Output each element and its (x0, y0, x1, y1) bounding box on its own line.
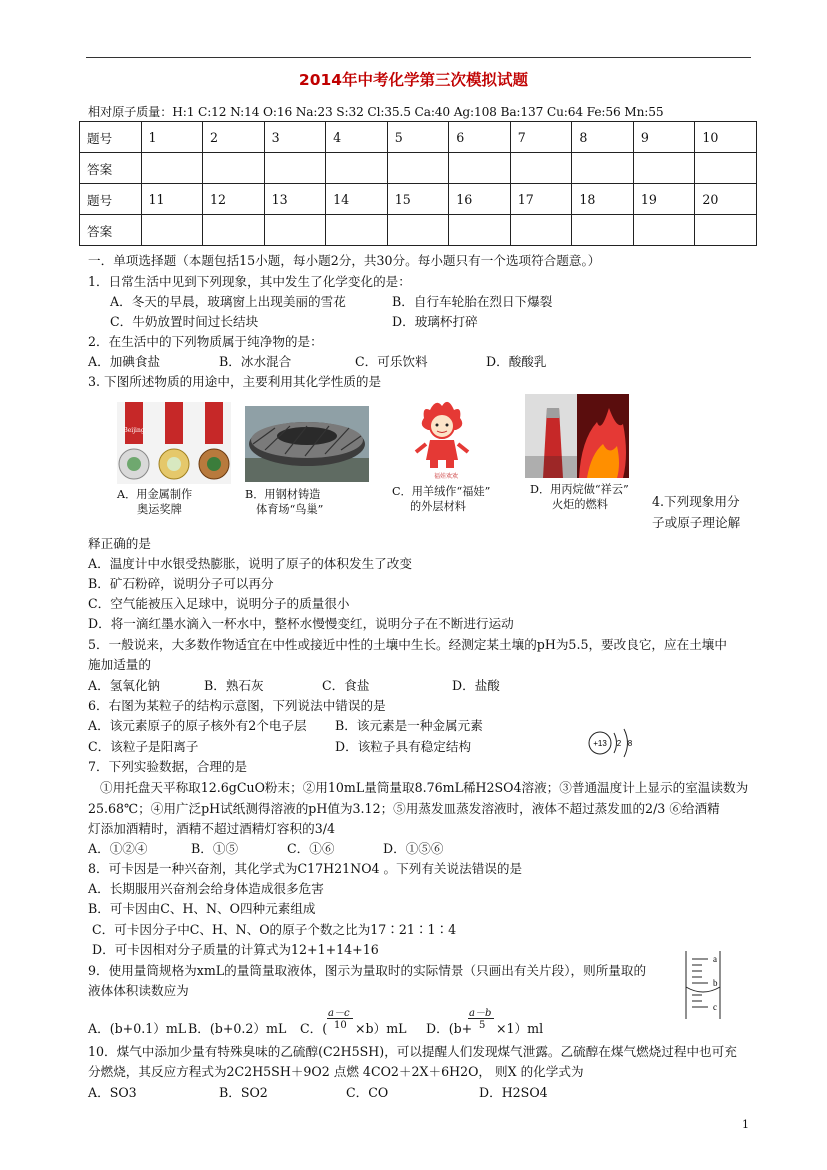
svg-text:Beijing: Beijing (123, 427, 145, 434)
answer-cell[interactable] (387, 153, 449, 184)
q3-caption-c1: C．用羊绒作“福娃” (392, 485, 491, 498)
q2-option-a: A．加碘食盐 (88, 354, 161, 369)
q6-option-d: D．该粒子具有稳定结构 (335, 739, 472, 754)
q8-stem: 8．可卡因是一种兴奋剂，其化学式为C17H21NO4 。下列有关说法错误的是 (88, 861, 523, 876)
q3-caption-d1: D．用丙烷做“祥云” (530, 483, 629, 496)
table-cell: 8 (572, 122, 634, 153)
q9-option-d-pre: D．(b+ (426, 1021, 473, 1036)
answer-cell[interactable] (633, 153, 695, 184)
q9-option-c-fraction-bar (327, 1018, 353, 1019)
table-cell: 12 (203, 184, 265, 215)
table-row (80, 184, 757, 215)
q7-line-1: ①用托盘天平称取12.6gCuO粉末；②用10mL量筒量取8.76mL稀H2SO4溶液；③普通温度计上显示的室温读数为 (100, 780, 749, 795)
table-cell: 6 (449, 122, 511, 153)
q5-option-c: C．食盐 (322, 678, 370, 693)
answer-cell[interactable] (510, 153, 572, 184)
answer-cell[interactable] (141, 153, 203, 184)
q8-option-a: A．长期服用兴奋剂会给身体造成很多危害 (88, 881, 324, 896)
q6-stem: 6．右图为某粒子的结构示意图，下列说法中错误的是 (88, 698, 386, 713)
shell1-label: 2 (616, 739, 622, 748)
answer-cell[interactable] (264, 215, 326, 246)
answer-cell[interactable] (141, 215, 203, 246)
row-label: 题号 (80, 122, 142, 153)
answer-cell[interactable] (387, 215, 449, 246)
q9-option-d-fraction-bar (468, 1018, 494, 1019)
table-cell: 5 (387, 122, 449, 153)
answer-cell[interactable] (449, 153, 511, 184)
table-cell: 15 (387, 184, 449, 215)
answer-cell[interactable] (695, 215, 757, 246)
table-cell: 14 (326, 184, 388, 215)
q4-stem-cont: 释正确的是 (88, 536, 151, 551)
table-cell: 17 (510, 184, 572, 215)
q1-option-d: D．玻璃杯打碎 (392, 314, 478, 329)
q4-option-b: B．矿石粉碎，说明分子可以再分 (88, 576, 274, 591)
q8-option-c: C．可卡因分子中C、H、N、O的原子个数之比为17∶21∶1∶4 (92, 922, 457, 937)
shell2-label: 8 (627, 739, 633, 748)
q7-line-3: 灯添加酒精时，酒精不超过酒精灯容积的3/4 (88, 821, 335, 836)
table-cell: 7 (510, 122, 572, 153)
cylinder-label-c: c (713, 1002, 717, 1012)
q3-stem: 3. 下图所述物质的用途中，主要利用其化学性质的是 (88, 374, 382, 389)
table-cell: 4 (326, 122, 388, 153)
table-cell: 18 (572, 184, 634, 215)
table-row (80, 153, 757, 184)
q7-option-b: B．①⑤ (191, 841, 239, 856)
table-cell: 1 (141, 122, 203, 153)
atomic-masses: 相对原子质量：H:1 C:12 N:14 O:16 Na:23 S:32 Cl:35.5 Ca:40 Ag:108 Ba:137 Cu:64 Fe:56 Mn:55 (88, 105, 664, 119)
q9-option-a: A．(b+0.1）mL (88, 1021, 187, 1036)
q10-option-a: A．SO3 (88, 1085, 137, 1100)
page-number: 1 (742, 1118, 749, 1131)
q9-option-c-denominator: 10 (334, 1020, 347, 1031)
answer-cell[interactable] (203, 153, 265, 184)
mascot-image (410, 398, 474, 482)
table-cell: 20 (695, 184, 757, 215)
answer-cell[interactable] (633, 215, 695, 246)
q7-option-c: C．①⑥ (287, 841, 335, 856)
q6-option-c: C．该粒子是阳离子 (88, 739, 199, 754)
answer-cell[interactable] (572, 215, 634, 246)
q9-stem-2: 液体体积读数应为 (88, 983, 189, 998)
table-cell: 19 (633, 184, 695, 215)
q3-caption-d2: 火炬的燃料 (552, 498, 608, 511)
q1-option-a: A．冬天的早晨，玻璃窗上出现美丽的雪花 (110, 294, 346, 309)
q4-option-c: C．空气能被压入足球中，说明分子的质量很小 (88, 596, 350, 611)
q3-caption-c2: 的外层材料 (410, 500, 466, 513)
mascot-label: 福娃欢欢 (433, 473, 459, 480)
table-row (80, 215, 757, 246)
q5-option-d: D．盐酸 (452, 678, 500, 693)
q10-stem-1: 10．煤气中添加少量有特殊臭味的乙硫醇(C2H5SH)，可以提醒人们发现煤气泄露。乙硫醇在煤气燃烧过程中也可充 (88, 1044, 737, 1059)
answer-cell[interactable] (449, 215, 511, 246)
q6-option-a: A．该元素原子的原子核外有2个电子层 (88, 718, 307, 733)
q2-option-c: C．可乐饮料 (355, 354, 428, 369)
q9-option-c-pre: C．( (300, 1021, 328, 1036)
q9-option-d-numerator: a－b (469, 1008, 492, 1019)
q2-stem: 2．在生活中的下列物质属于纯净物的是： (88, 334, 323, 349)
table-cell: 9 (633, 122, 695, 153)
cylinder-label-a: a (713, 954, 717, 964)
q3-caption-a1: A．用金属制作 (117, 488, 193, 501)
nucleus-label: +13 (593, 739, 607, 748)
page-title: 2014年中考化学第三次模拟试题 (298, 71, 529, 89)
q8-option-b: B．可卡因由C、H、N、O四种元素组成 (88, 901, 316, 916)
q6-option-b: B．该元素是一种金属元素 (335, 718, 483, 733)
q10-option-c: C．CO (346, 1085, 389, 1100)
answer-cell[interactable] (326, 153, 388, 184)
answer-cell[interactable] (203, 215, 265, 246)
q3-caption-b2: 体育场“鸟巢” (256, 503, 324, 516)
table-cell: 11 (141, 184, 203, 215)
torch-image (525, 394, 629, 478)
table-cell: 2 (203, 122, 265, 153)
answer-cell[interactable] (326, 215, 388, 246)
q7-line-2: 25.68℃；④用广泛pH试纸测得溶液的pH值为3.12；⑤用蒸发皿蒸发溶液时，液体不超过蒸发皿的2/3 ⑥给酒精 (88, 801, 720, 816)
section-heading: 一．单项选择题（本题包括15小题，每小题2分，共30分。每小题只有一个选项符合题意。） (88, 253, 601, 268)
q4-option-a: A．温度计中水银受热膨胀，说明了原子的体积发生了改变 (88, 556, 412, 571)
medals-image (117, 402, 231, 484)
answer-cell[interactable] (510, 215, 572, 246)
stadium-image (245, 406, 369, 482)
q1-option-c: C．牛奶放置时间过长结块 (110, 314, 259, 329)
graduated-cylinder-diagram (680, 951, 740, 1019)
header-rule (86, 57, 751, 58)
q7-option-a: A．①②④ (88, 841, 148, 856)
q9-option-c-post: ×b）mL (355, 1021, 407, 1036)
q1-stem: 1．日常生活中见到下列现象，其中发生了化学变化的是： (88, 274, 411, 289)
q9-option-d-denominator: 5 (479, 1020, 486, 1031)
cylinder-label-b: b (713, 978, 718, 988)
answer-cell[interactable] (572, 153, 634, 184)
q4-stem-right-1: 4.下列现象用分 (652, 494, 740, 509)
q9-option-b: B．(b+0.2）mL (188, 1021, 287, 1036)
row-label: 题号 (80, 184, 142, 215)
q4-stem-right-2: 子或原子理论解 (652, 515, 741, 530)
q10-option-d: D．H2SO4 (479, 1085, 548, 1100)
table-cell: 10 (695, 122, 757, 153)
table-cell: 16 (449, 184, 511, 215)
q5-option-b: B．熟石灰 (204, 678, 264, 693)
q8-option-d: D．可卡因相对分子质量的计算式为12+1+14+16 (92, 942, 379, 957)
q5-stem-1: 5．一般说来，大多数作物适宜在中性或接近中性的土壤中生长。经测定某土壤的pH为5.5，要改良它，应在土壤中 (88, 637, 727, 652)
q10-stem-2: 分燃烧，其反应方程式为2C2H5SH＋9O2 点燃 4CO2＋2X＋6H2O， 则X 的化学式为 (88, 1064, 584, 1079)
q7-stem: 7．下列实验数据，合理的是 (88, 759, 248, 774)
row-label: 答案 (80, 153, 142, 184)
answer-cell[interactable] (264, 153, 326, 184)
q2-option-d: D．酸酸乳 (486, 354, 547, 369)
q2-option-b: B．冰水混合 (219, 354, 292, 369)
atom-structure-diagram (584, 721, 644, 765)
q10-option-b: B．SO2 (219, 1085, 268, 1100)
row-label: 答案 (80, 215, 142, 246)
q3-caption-b1: B．用钢材铸造 (245, 488, 321, 501)
table-cell: 13 (264, 184, 326, 215)
q5-option-a: A．氢氧化钠 (88, 678, 161, 693)
q5-stem-2: 施加适量的 (88, 657, 151, 672)
q9-option-d-post: ×1）ml (496, 1021, 544, 1036)
q4-option-d: D．将一滴红墨水滴入一杯水中，整杯水慢慢变红，说明分子在不断进行运动 (88, 616, 514, 631)
table-row (80, 122, 757, 153)
q7-option-d: D．①⑤⑥ (383, 841, 444, 856)
table-cell: 3 (264, 122, 326, 153)
q1-option-b: B．自行车轮胎在烈日下爆裂 (392, 294, 553, 309)
q9-stem-1: 9．使用量筒规格为xmL的量筒量取液体，图示为量取时的实际情景（只画出有关片段），则所量取的 (88, 963, 647, 978)
answer-table (79, 121, 757, 246)
q3-caption-a2: 奥运奖牌 (137, 503, 182, 516)
answer-cell[interactable] (695, 153, 757, 184)
q9-option-c-numerator: a－c (328, 1008, 350, 1019)
